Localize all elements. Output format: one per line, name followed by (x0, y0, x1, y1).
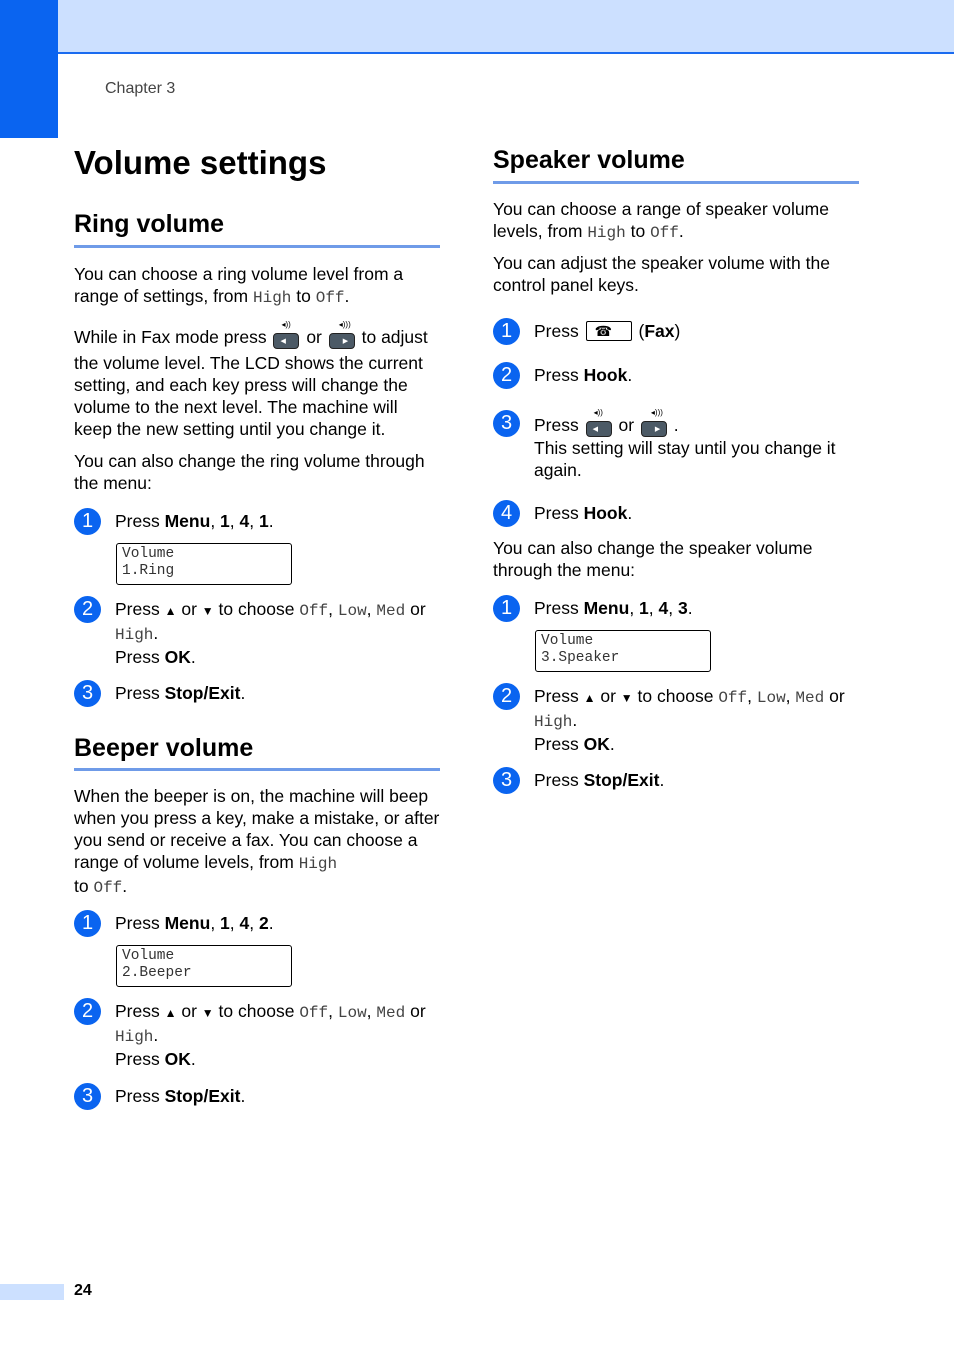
step-number: 2 (493, 362, 520, 389)
step-number: 3 (493, 410, 520, 437)
beeper-intro: When the beeper is on, the machine will beep when you press a key, make a mistake, or after you send or receive a fax. You can choose a range of volume levels, from High to Off. (74, 786, 440, 897)
up-arrow-icon: ▲ (583, 691, 596, 705)
volume-up-key-icon: ◂))) ▶ (329, 329, 355, 349)
step-number: 1 (493, 318, 520, 345)
up-arrow-icon: ▲ (164, 1006, 177, 1020)
up-arrow-icon: ▲ (164, 604, 177, 618)
step-number: 2 (74, 596, 101, 623)
volume-down-key-icon: ◂)) ◀ (586, 417, 612, 437)
heading-rule (74, 768, 440, 771)
ring-volume-heading: Ring volume (74, 210, 225, 238)
page-number-bar (0, 1284, 64, 1300)
step-number: 2 (493, 683, 520, 710)
step-number: 3 (493, 767, 520, 794)
step-number: 1 (74, 508, 101, 535)
header-band (0, 0, 954, 54)
step-number: 3 (74, 1083, 101, 1110)
beeper-volume-heading: Beeper volume (74, 734, 254, 762)
ring-keys-paragraph: While in Fax mode press ◂)) ◀ or ◂))) ▶ to adjust (74, 320, 428, 347)
heading-rule (493, 181, 859, 184)
page-title: Volume settings (74, 144, 327, 181)
speaker-menu-intro: You can also change the speaker volume through the menu: (493, 538, 813, 580)
step-number: 4 (493, 500, 520, 527)
down-arrow-icon: ▼ (201, 604, 214, 618)
step-number: 1 (493, 595, 520, 622)
down-arrow-icon: ▼ (201, 1006, 214, 1020)
chapter-tab (0, 0, 58, 138)
speaker-volume-heading: Speaker volume (493, 146, 685, 174)
heading-rule (74, 245, 440, 248)
ring-menu-intro: You can also change the ring volume through the menu: (74, 451, 425, 493)
volume-up-key-icon: ◂))) ▶ (641, 417, 667, 437)
volume-down-key-icon: ◂)) ◀ (273, 329, 299, 349)
lcd-display: Volume 3.Speaker (535, 630, 711, 672)
fax-key-icon: ☎ (586, 321, 632, 341)
down-arrow-icon: ▼ (620, 691, 633, 705)
ring-keys-detail: the volume level. The LCD shows the current setting, and each key press will change the volume to the next level. The machine will keep the new setting until you change it. (74, 353, 423, 439)
step-number: 3 (74, 680, 101, 707)
page-number: 24 (74, 1282, 92, 1299)
chapter-label: Chapter 3 (105, 80, 176, 97)
step-number: 1 (74, 910, 101, 937)
speaker-intro: You can choose a range of speaker volume levels, from High to Off. (493, 199, 829, 242)
speaker-keys-intro: You can adjust the speaker volume with the control panel keys. (493, 253, 830, 295)
ring-intro: You can choose a ring volume level from a range of settings, from High to Off. (74, 264, 404, 307)
lcd-display: Volume 1.Ring (116, 543, 292, 585)
lcd-display: Volume 2.Beeper (116, 945, 292, 987)
step-number: 2 (74, 998, 101, 1025)
